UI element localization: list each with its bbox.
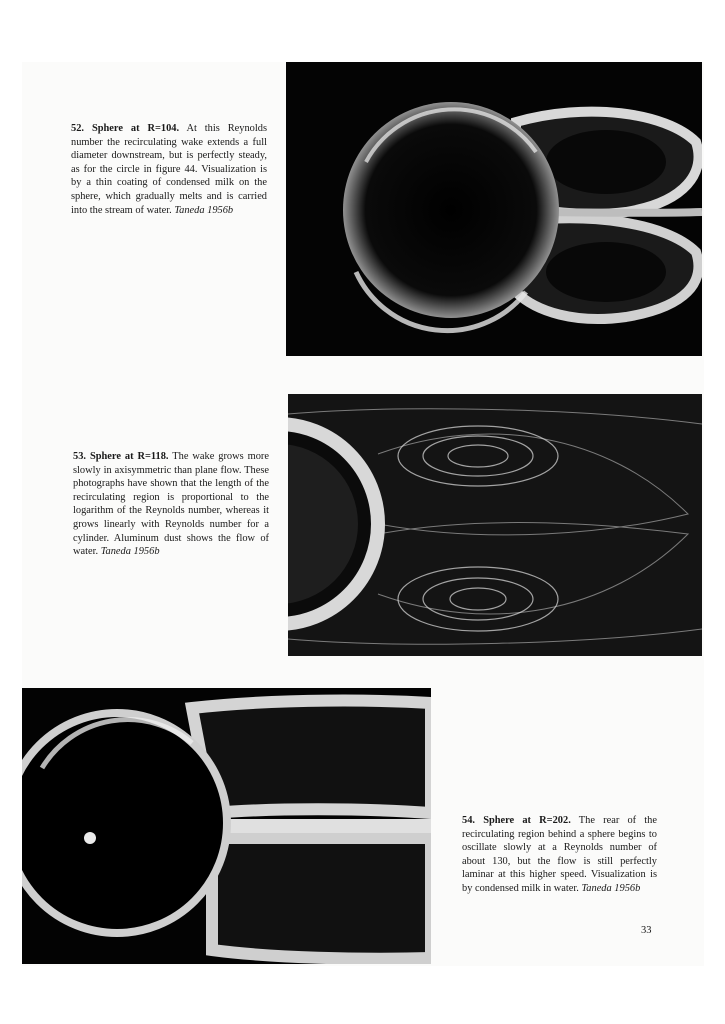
figure-reference: Taneda 1956b	[100, 546, 160, 558]
figure-title: Sphere at R=118.	[89, 451, 169, 462]
page-number: 33	[641, 925, 652, 936]
figure-reference: Taneda 1956b	[174, 204, 234, 216]
figure-body: The wake grows more slowly in axisymmetric than plane flow. These photographs have shown that the length of the recirculating region is proportional to the logarithm of the Reynolds number, whereas it grows linearly with Reynolds number for a cylinder. Aluminum dust shows the flow of water.	[73, 451, 269, 558]
figure-number: 54.	[462, 815, 475, 826]
figure-number: 53.	[73, 451, 86, 462]
photo-sphere-r104	[286, 62, 702, 356]
figure-title: Sphere at R=202.	[483, 815, 571, 826]
figure-body: The rear of the recirculating region behind a sphere begins to oscillate slowly at a Reynolds number of about 130, but the flow is still perfectly laminar at this higher speed. Visualization is by condensed milk in water.	[462, 815, 657, 894]
caption-figure-53	[73, 450, 269, 559]
figure-title: Sphere at R=104.	[91, 123, 180, 134]
figure-body: At this Reynolds number the recirculating wake extends a full diameter downstream, but is perfectly steady, as for the circle in figure 44. Visualization is by a thin coating of condensed milk on the sphere, which gradually melts and is carried into the stream of water.	[71, 123, 268, 216]
caption-figure-54	[462, 814, 657, 896]
figure-number: 52.	[71, 123, 84, 134]
photo-sphere-r202	[22, 688, 431, 964]
caption-figure-52	[71, 122, 267, 217]
figure-reference: Taneda 1956b	[581, 882, 641, 894]
photo-sphere-r118	[288, 394, 702, 656]
